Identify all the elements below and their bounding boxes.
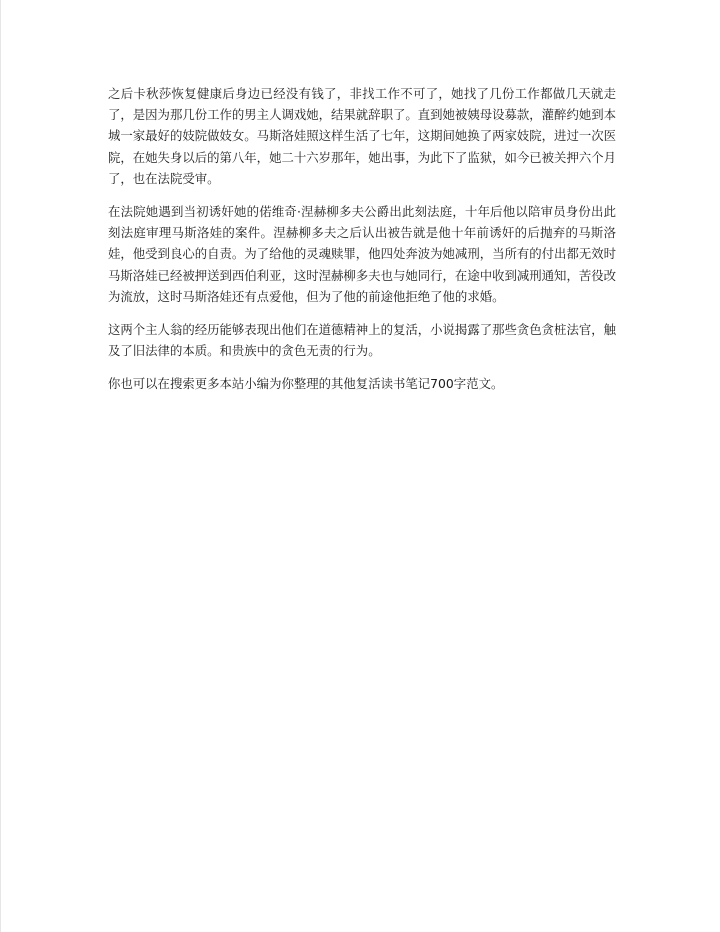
document-body bbox=[108, 83, 616, 407]
paragraph-2: 在法院她遇到当初诱奸她的偌维奇·涅赫柳多夫公爵出此刻法庭，十年后他以陪审员身份出此刻法庭审理马斯洛娃的案件。涅赫柳多夫之后认出被告就是他十年前诱奸的后抛弃的马斯洛娃，他受到良心的自责。为了给他的灵魂赎罪，他四处奔波为她减刑，当所有的付出都无效时马斯洛娃已经被押送到西伯利亚，这时涅赫柳多夫也与她同行，在途中收到减刑通知，苦役改为流放，这时马斯洛娃还有点爱他，但为了他的前途他拒绝了他的求婚。 bbox=[108, 204, 617, 304]
paragraph-1: 之后卡秋莎恢复健康后身边已经没有钱了，非找工作不可了，她找了几份工作都做几天就走了，是因为那几份工作的男主人调戏她，结果就辞职了。直到她被姨母设募款，灌醉约她到本城一家最好的妓院做妓女。马斯洛娃照这样生活了七年，这期间她换了两家妓院，进过一次医院，在她失身以后的第八年，她二十六岁那年，她出事，为此下了监狱，如今已被关押六个月了，也在法院受审。 bbox=[108, 86, 617, 186]
paragraph-4: 你也可以在搜索更多本站小编为你整理的其他复活读书笔记700字范文。 bbox=[108, 376, 504, 392]
paragraph-3: 这两个主人翁的经历能够表现出他们在道德精神上的复活，小说揭露了那些贪色贪桩法官，触及了旧法律的本质。和贵族中的贪色无责的行为。 bbox=[108, 322, 617, 359]
